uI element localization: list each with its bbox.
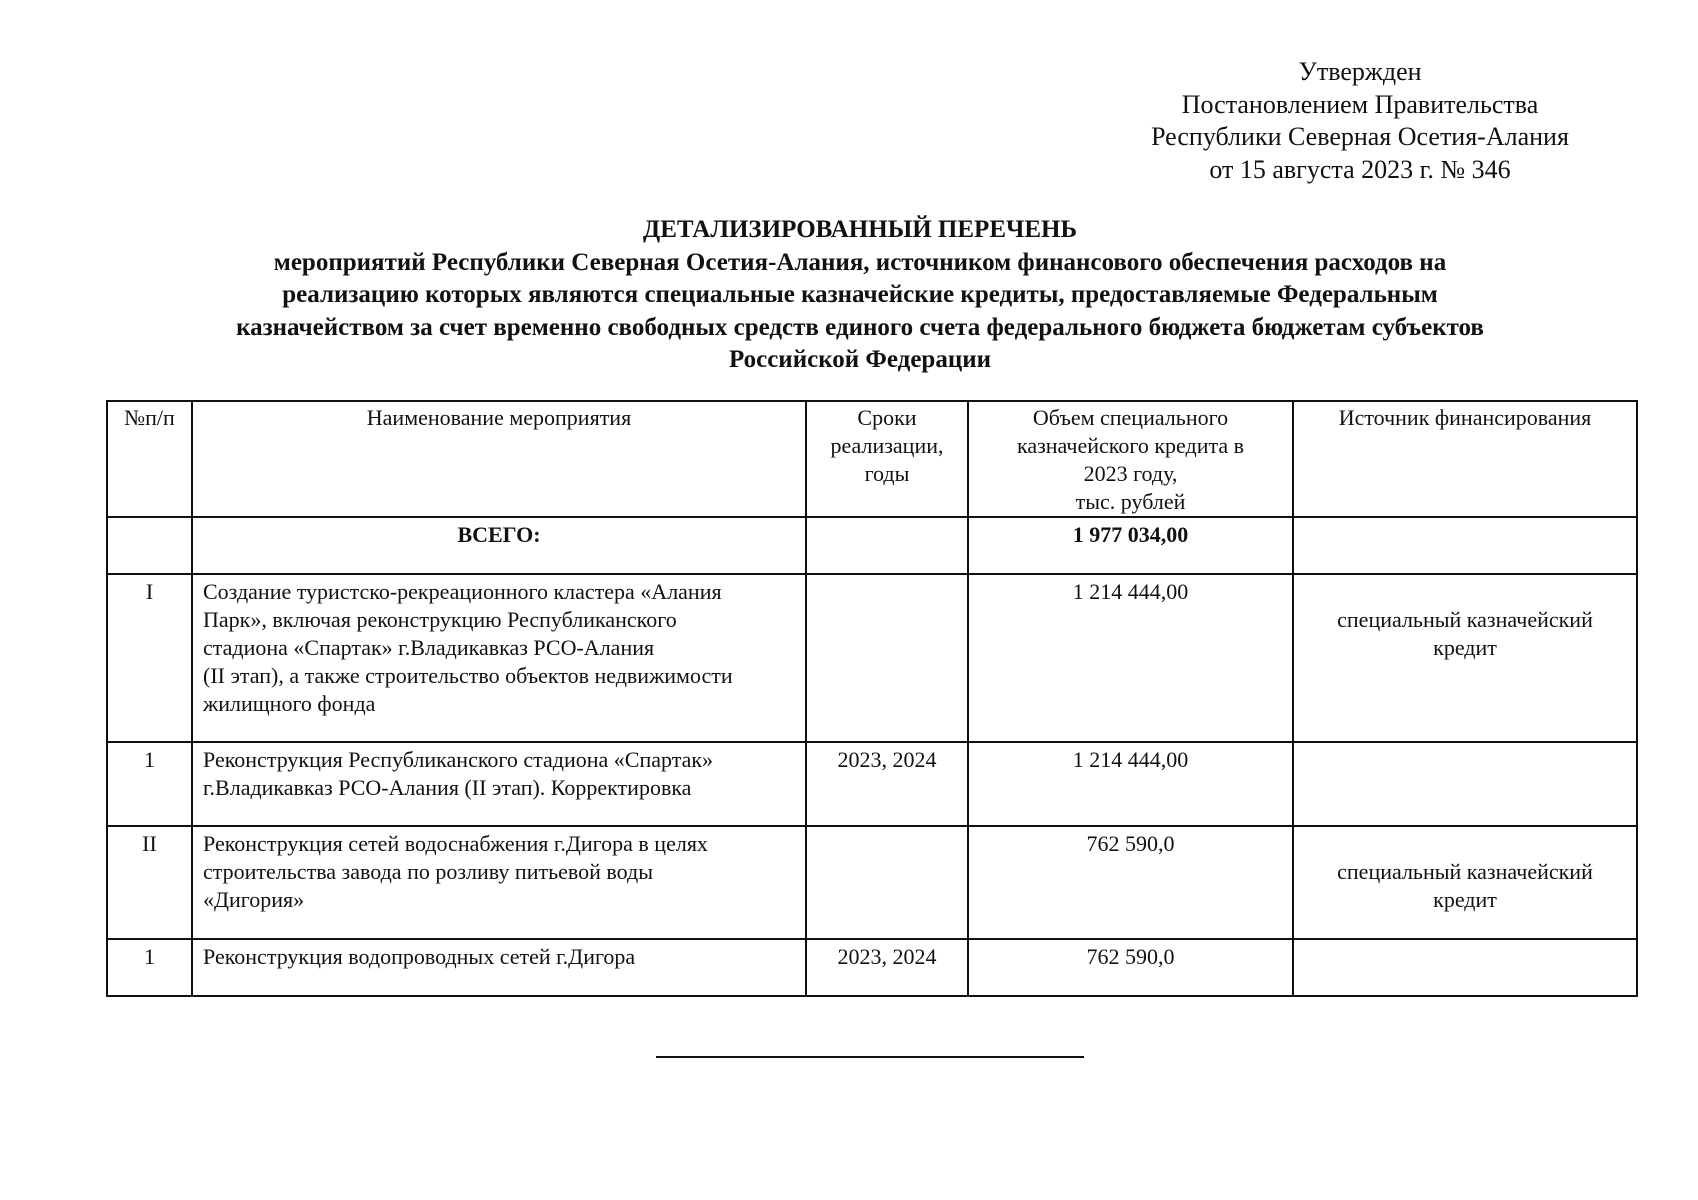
row-source: [1293, 826, 1637, 939]
row-name-line: Парк», включая реконструкцию Республиканского: [203, 607, 677, 632]
document-title: [90, 214, 1630, 377]
table-row: [107, 939, 1637, 996]
title-line: Российской Федерации: [728, 346, 992, 373]
header-volume: [968, 401, 1293, 517]
row-volume: 762 590,0: [968, 826, 1293, 939]
header-years-line: реализации,: [830, 433, 944, 458]
measures-table: [106, 400, 1638, 997]
header-volume-line: тыс. рублей: [1075, 489, 1186, 514]
row-years: 2023, 2024: [806, 742, 968, 826]
header-num: №п/п: [107, 401, 192, 517]
table-row: [107, 826, 1637, 939]
title-line: ДЕТАЛИЗИРОВАННЫЙ ПЕРЕЧЕНЬ: [643, 216, 1077, 243]
row-source-line: специальный казначейский: [1337, 607, 1593, 632]
row-name-line: стадиона «Спартак» г.Владикавказ РСО-Алания: [203, 635, 655, 660]
approval-line: Постановлением Правительства: [1181, 89, 1539, 119]
row-source: [1293, 742, 1637, 826]
title-line: казначейством за счет временно свободных средств единого счета федерального бюджета бюджетам субъектов: [236, 313, 1484, 341]
row-volume: 1 214 444,00: [968, 742, 1293, 826]
total-row: [107, 517, 1637, 574]
header-years-line: Сроки: [857, 405, 917, 430]
header-years: [806, 401, 968, 517]
row-source: [1293, 939, 1637, 996]
title-line: мероприятий Республики Северная Осетия-Алания, источником финансового обеспечения расходов на: [273, 248, 1447, 276]
row-name-line: Реконструкция сетей водоснабжения г.Дигора в целях: [203, 831, 708, 856]
row-name-line: г.Владикавказ РСО-Алания (II этап). Корректировка: [203, 775, 692, 800]
title-line: реализацию которых являются специальные казначейские кредиты, предоставляемые Федеральным: [282, 281, 1438, 308]
row-source-line: кредит: [1433, 635, 1497, 660]
row-name-line: «Дигория»: [203, 887, 305, 912]
header-volume-line: Объем специального: [1032, 405, 1229, 430]
row-volume: 1 214 444,00: [968, 574, 1293, 742]
table-row: [107, 574, 1637, 742]
total-volume: 1 977 034,00: [968, 517, 1293, 574]
row-num: 1: [107, 939, 192, 996]
header-years-line: годы: [864, 461, 910, 486]
row-source: [1293, 574, 1637, 742]
total-label: ВСЕГО:: [192, 517, 806, 574]
row-years: [806, 826, 968, 939]
approval-line: Республики Северная Осетия-Алания: [1151, 122, 1569, 151]
row-name: [192, 742, 806, 826]
header-source: Источник финансирования: [1293, 401, 1637, 517]
row-volume: 762 590,0: [968, 939, 1293, 996]
header-volume-line: казначейского кредита в: [1016, 433, 1245, 458]
row-name: [192, 826, 806, 939]
row-name-line: (II этап), а также строительство объектов недвижимости: [203, 663, 733, 688]
row-num: II: [107, 826, 192, 939]
row-name-line: Создание туристско-рекреационного кластера «Алания: [203, 579, 722, 604]
approval-line: от 15 августа 2023 г. № 346: [1209, 154, 1511, 184]
approval-line: Утвержден: [1298, 57, 1422, 86]
row-name-line: строительства завода по розливу питьевой воды: [203, 859, 653, 884]
row-name: [192, 574, 806, 742]
header-volume-line: 2023 году,: [1083, 461, 1178, 486]
table-row: [107, 742, 1637, 826]
row-years: [806, 574, 968, 742]
row-name: [192, 939, 806, 996]
row-name-line: Реконструкция Республиканского стадиона «Спартак»: [203, 747, 714, 772]
header-name: Наименование мероприятия: [192, 401, 806, 517]
approval-block: [1100, 56, 1620, 186]
table-header-row: [107, 401, 1637, 517]
row-years: 2023, 2024: [806, 939, 968, 996]
row-name-line: жилищного фонда: [203, 691, 376, 716]
row-source-line: специальный казначейский: [1337, 859, 1593, 884]
row-name-line: Реконструкция водопроводных сетей г.Дигора: [203, 944, 636, 969]
row-source-line: кредит: [1433, 887, 1497, 912]
footer-divider: [656, 1056, 1084, 1058]
row-num: 1: [107, 742, 192, 826]
row-num: I: [107, 574, 192, 742]
